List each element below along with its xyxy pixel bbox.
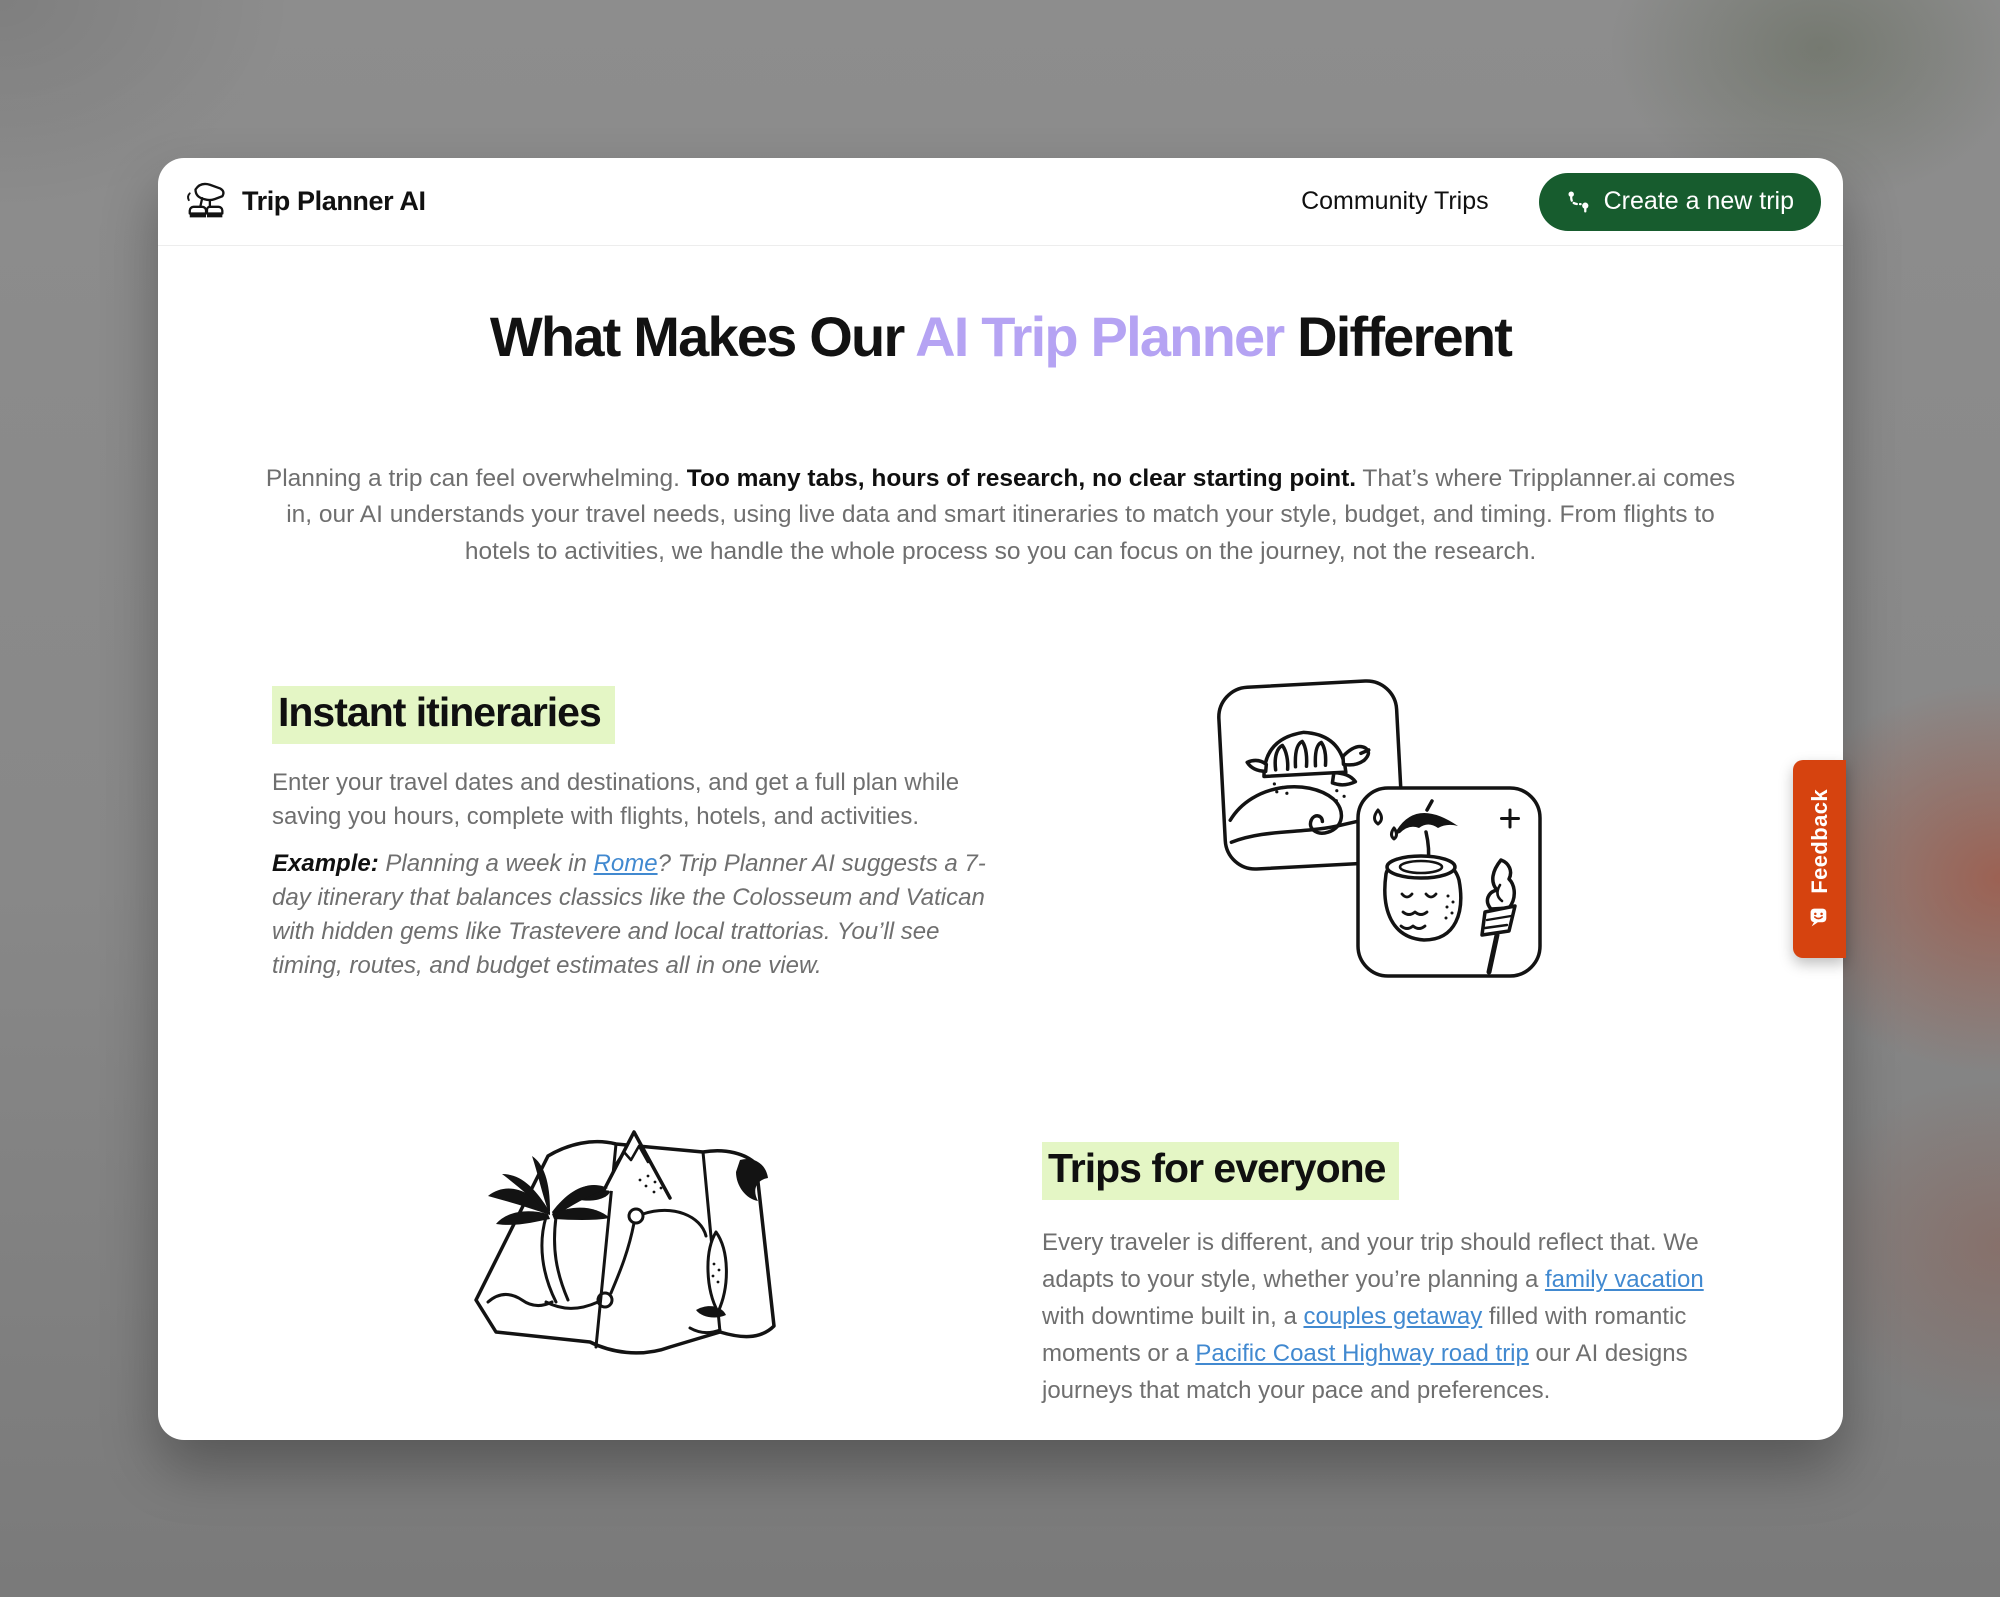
feature-heading-trips-for-everyone: Trips for everyone bbox=[1042, 1142, 1399, 1200]
feedback-label: Feedback bbox=[1806, 788, 1832, 894]
nav-community-trips[interactable]: Community Trips bbox=[1301, 187, 1489, 215]
feature-body-instant-itineraries: Enter your travel dates and destinations, and get a full plan while saving you hours, complete with flights, hotels, and activities. bbox=[272, 769, 960, 830]
feature-body-trips-for-everyone: Every traveler is different, and your trip should reflect that. We adapts to your style, whether you’re planning a family vacation with downtime built in, a couples getaway filled with romantic moments or a Pacific Coast Highway road trip our AI designs journeys that match your pace and preferences. bbox=[1042, 1229, 1704, 1404]
vacation-cards-illustration bbox=[1216, 676, 1551, 986]
create-new-trip-button[interactable] bbox=[1539, 173, 1821, 231]
feedback-smiley-icon bbox=[1808, 906, 1831, 929]
coconut-drink-card bbox=[1358, 788, 1540, 976]
page-title-accent: AI Trip Planner bbox=[915, 305, 1284, 368]
rome-link[interactable]: Rome bbox=[593, 850, 658, 877]
header bbox=[158, 158, 1843, 246]
couples-getaway-link[interactable]: couples getaway bbox=[1303, 1303, 1483, 1330]
create-new-trip-label: Create a new trip bbox=[1603, 187, 1794, 215]
feature-example-paragraph: Example: Planning a week in Rome? Trip Planner AI suggests a 7-day itinerary that balances classics like the Colosseum and Vatican with hidden gems like Trastevere and local trattorias. You’ll see timing, routes, and budget estimates all in one view. bbox=[272, 850, 986, 979]
main-page-card bbox=[158, 158, 1843, 1440]
feedback-button[interactable] bbox=[1793, 760, 1846, 958]
page-title: What Makes Our AI Trip Planner Different bbox=[489, 305, 1512, 368]
family-vacation-link[interactable]: family vacation bbox=[1544, 1266, 1704, 1293]
brand-logo[interactable] bbox=[184, 179, 426, 225]
feature-instant-itineraries bbox=[272, 686, 996, 983]
feature-heading-instant-itineraries: Instant itineraries bbox=[272, 686, 615, 744]
walking-hand-logo-icon bbox=[184, 179, 230, 225]
pacific-coast-highway-link[interactable]: Pacific Coast Highway road trip bbox=[1195, 1340, 1529, 1367]
intro-paragraph: Planning a trip can feel overwhelming. Too many tabs, hours of research, no clear starting point. That’s where Tripplanner.ai comes in, our AI understands your travel needs, using live data and smart itineraries to match your style, budget, and timing. From flights to hotels to activities, we handle the whole process so you can focus on the journey, not the research. bbox=[265, 464, 1736, 565]
brand-title: Trip Planner AI bbox=[242, 186, 426, 216]
feature-trips-for-everyone bbox=[1042, 1142, 1750, 1409]
route-icon bbox=[1566, 189, 1591, 214]
travel-map-illustration bbox=[458, 1104, 803, 1379]
